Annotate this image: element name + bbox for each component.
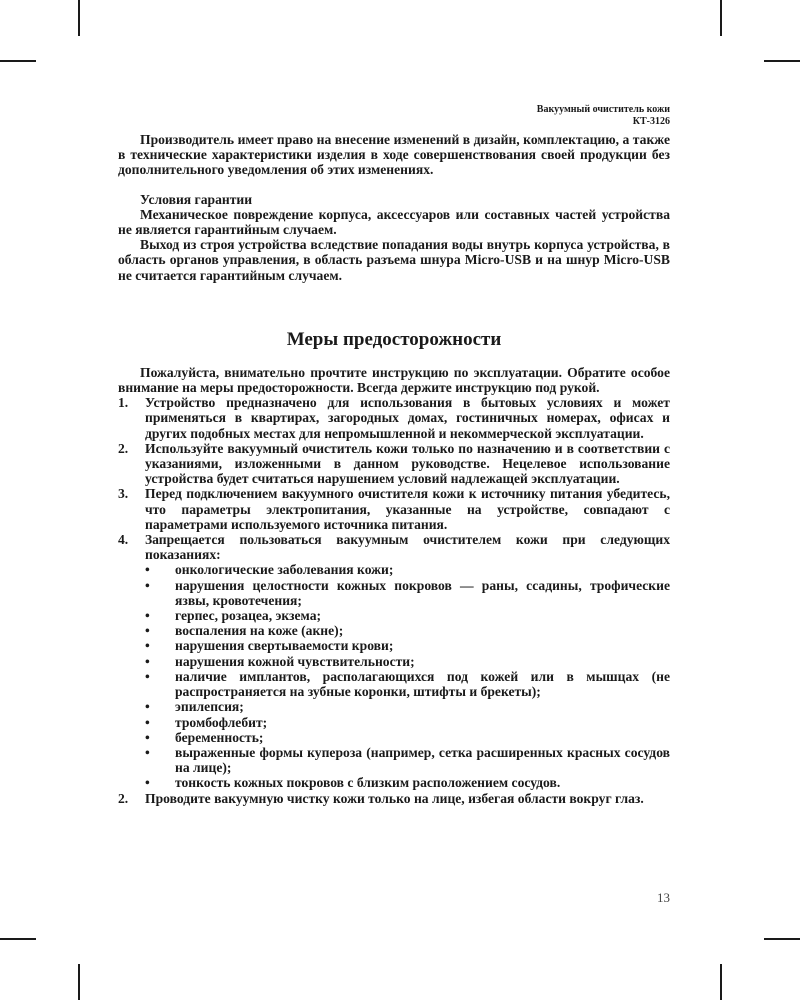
bullet-item	[145, 669, 670, 699]
bullet-text: нарушения кожной чувствительности;	[175, 653, 415, 669]
bullet-item	[145, 562, 670, 577]
item-number: 2.	[118, 790, 129, 806]
crop-mark	[720, 964, 722, 1000]
bullet-icon: •	[145, 608, 150, 624]
crop-mark	[0, 938, 36, 940]
warranty-paragraph-2: Выход из строя устройства вследствие попадания воды внутрь корпуса устройства, в область органов управления, в область разъема шнура Micro-USB и на шнур Micro-USB не считается гарантийным случаем.	[118, 237, 670, 283]
bullet-text: беременность;	[175, 729, 264, 745]
bullet-icon: •	[145, 577, 150, 593]
contraindications-list	[145, 562, 670, 790]
warranty-heading: Условия гарантии	[140, 191, 253, 207]
bullet-item	[145, 745, 670, 775]
precautions-heading: Меры предосторожности	[286, 328, 502, 350]
crop-mark	[78, 964, 80, 1000]
list-item	[118, 486, 670, 532]
bullet-text: воспаления на коже (акне);	[175, 623, 344, 639]
precautions-list	[118, 395, 670, 805]
header-title: Вакуумный очиститель кожи	[536, 104, 670, 115]
bullet-icon: •	[145, 729, 150, 745]
bullet-icon: •	[145, 638, 150, 654]
item-number: 3.	[118, 486, 129, 502]
item-text: Используйте вакуумный очиститель кожи только по назначению и в соответствии с указаниями, изложенными в данном руководстве. Нецелевое использование устройства будет считаться нарушением условий надлежащей эксплуатации.	[145, 440, 670, 487]
bullet-text: нарушения свертываемости крови;	[175, 638, 394, 654]
item-number: 1.	[118, 395, 129, 411]
bullet-text: эпилепсия;	[175, 699, 244, 715]
bullet-icon: •	[145, 562, 150, 578]
item-text: Запрещается пользоваться вакуумным очистителем кожи при следующих показаниях:	[145, 532, 670, 563]
bullet-icon: •	[145, 699, 150, 715]
bullet-text: нарушения целостности кожных покровов — раны, ссадины, трофические язвы, кровотечения;	[175, 577, 670, 608]
warranty-paragraph-1: Механическое повреждение корпуса, аксессуаров или составных частей устройства не является гарантийным случаем.	[118, 206, 670, 238]
crop-mark	[720, 0, 722, 36]
bullet-item	[145, 699, 670, 714]
document-page	[118, 104, 670, 806]
bullet-item	[145, 623, 670, 638]
bullet-item	[145, 608, 670, 623]
list-item	[118, 791, 670, 806]
bullet-item	[145, 775, 670, 790]
bullet-text: наличие имплантов, располагающихся под кожей или в мышцах (не распространяется на зубные коронки, штифты и брекеты);	[175, 668, 670, 700]
intro-paragraph: Производитель имеет право на внесение изменений в дизайн, комплектацию, а также в технические характеристики изделия в ходе совершенствования своей продукции без дополнительного уведомления об этих изменениях.	[118, 132, 670, 178]
crop-mark	[0, 60, 36, 62]
bullet-text: тонкость кожных покровов с близким расположением сосудов.	[175, 775, 561, 791]
page-number: 13	[657, 890, 670, 905]
precautions-intro: Пожалуйста, внимательно прочтите инструкцию по эксплуатации. Обратите особое внимание на меры предосторожности. Всегда держите инструкцию под рукой.	[118, 364, 670, 396]
bullet-text: тромбофлебит;	[175, 714, 268, 730]
bullet-icon: •	[145, 714, 150, 730]
bullet-item	[145, 578, 670, 608]
bullet-text: выраженные формы купероза (например, сетка расширенных красных сосудов на лице);	[175, 744, 670, 776]
crop-mark	[764, 938, 800, 940]
crop-mark	[78, 0, 80, 36]
crop-mark	[764, 60, 800, 62]
list-item	[118, 532, 670, 790]
running-header	[118, 104, 670, 128]
bullet-icon: •	[145, 775, 150, 791]
bullet-icon: •	[145, 653, 150, 669]
bullet-item	[145, 638, 670, 653]
bullet-text: онкологические заболевания кожи;	[175, 562, 394, 578]
item-number: 2.	[118, 440, 129, 456]
header-model: КТ-3126	[632, 116, 670, 127]
list-item	[118, 441, 670, 487]
bullet-icon: •	[145, 744, 150, 760]
bullet-icon: •	[145, 623, 150, 639]
item-text: Проводите вакуумную чистку кожи только на лице, избегая области вокруг глаз.	[145, 790, 644, 806]
bullet-icon: •	[145, 668, 150, 684]
bullet-text: герпес, розацеа, экзема;	[175, 608, 322, 624]
bullet-item	[145, 730, 670, 745]
list-item	[118, 395, 670, 441]
item-number: 4.	[118, 532, 129, 548]
item-text: Перед подключением вакуумного очистителя кожи к источнику питания убедитесь, что параметры электропитания, указанные на устройстве, совпадают с параметрами используемого источника питания.	[145, 486, 670, 532]
bullet-item	[145, 715, 670, 730]
item-text: Устройство предназначено для использования в бытовых условиях и может применяться в квартирах, загородных домах, гостиничных номерах, офисах и других подобных местах для непромышленной и некоммерческой эксплуатации.	[145, 395, 670, 441]
bullet-item	[145, 654, 670, 669]
